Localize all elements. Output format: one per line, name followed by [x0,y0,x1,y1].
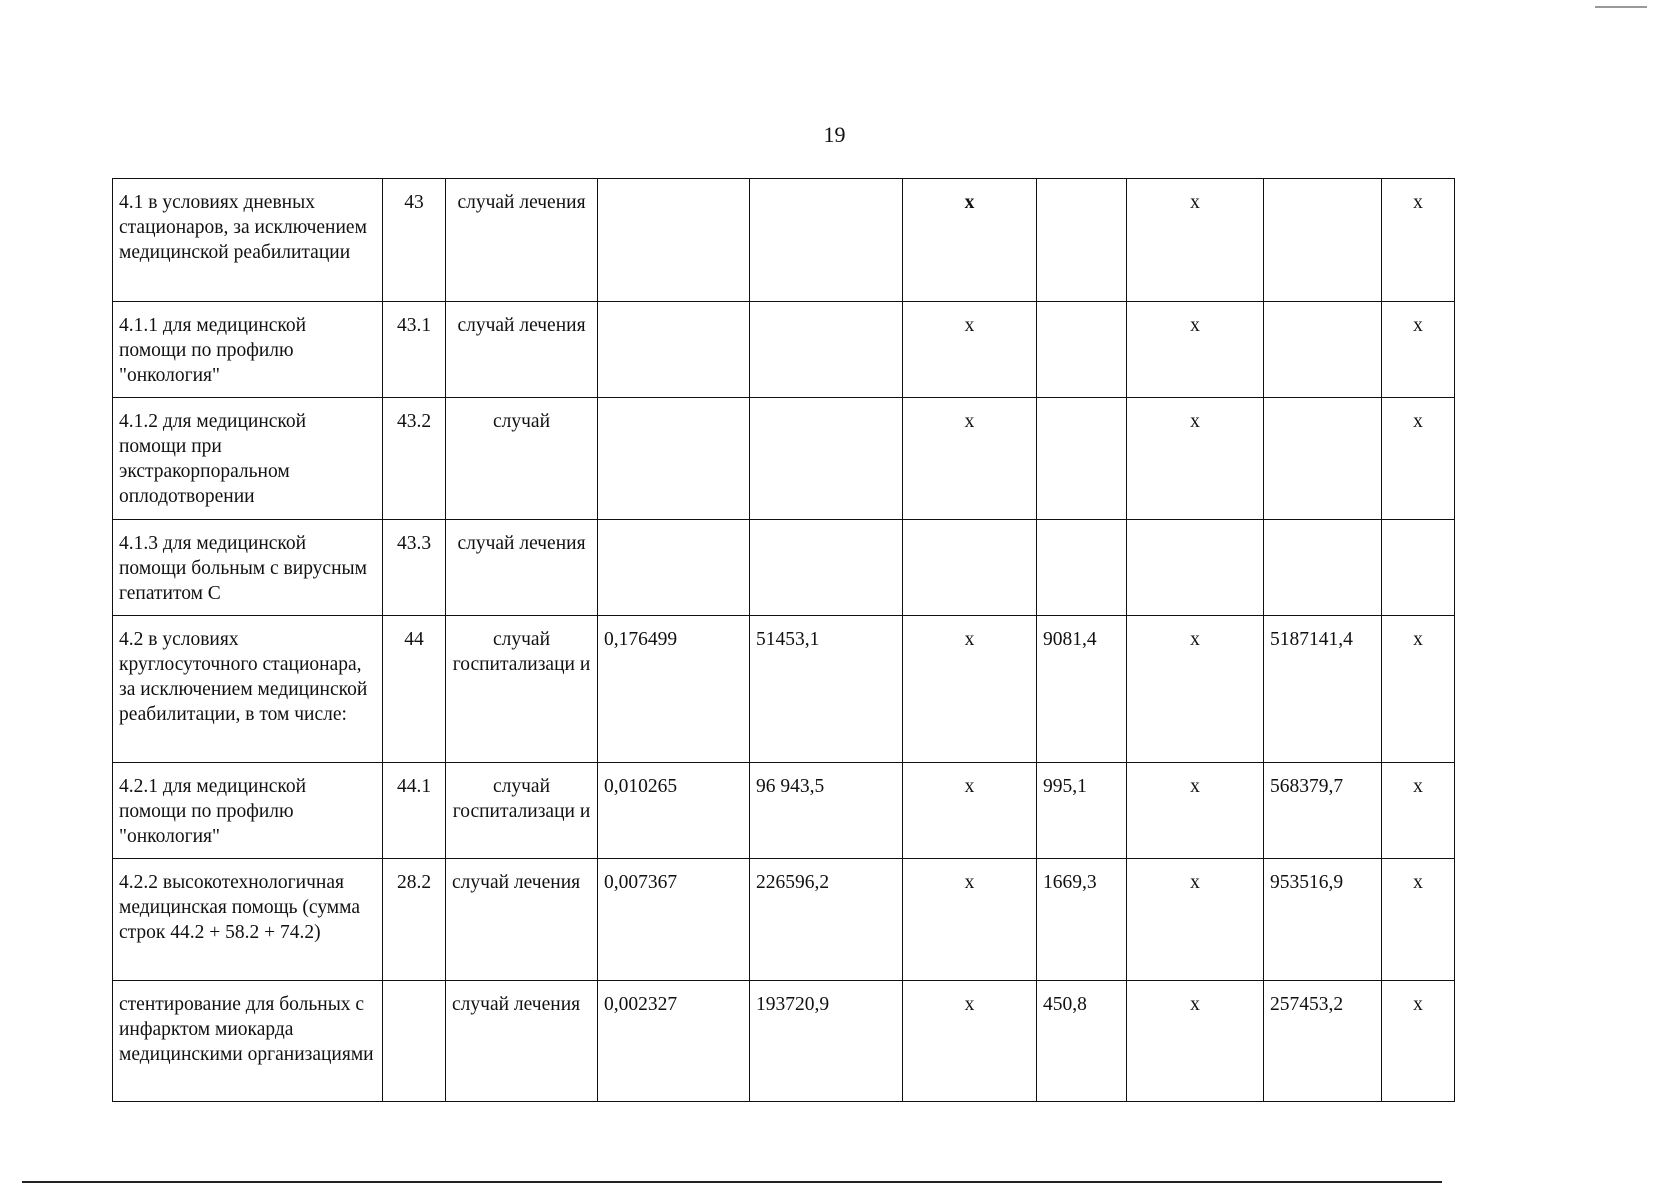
cell-col10: x [1382,616,1455,763]
row-number: 43 [383,179,446,302]
cell-col6: x [903,302,1037,398]
cell-col6: x [903,763,1037,859]
cell-col9: 953516,9 [1264,859,1382,981]
cell-col10: x [1382,981,1455,1102]
row-unit: случай лечения [446,302,598,398]
table-row [113,520,1455,616]
cell-col8: x [1127,616,1264,763]
cell-col4 [598,302,750,398]
row-name: 4.1.2 для медицинской помощи при экстракорпоральном оплодотворении [113,398,383,520]
cell-col5 [750,398,903,520]
cell-col6: x [903,616,1037,763]
cell-col9: 568379,7 [1264,763,1382,859]
cell-col10: x [1382,763,1455,859]
cell-col6: x [903,981,1037,1102]
cell-col4: 0,176499 [598,616,750,763]
cell-col8: x [1127,302,1264,398]
row-name: 4.2.2 высокотехнологичная медицинская помощь (сумма строк 44.2 + 58.2 + 74.2) [113,859,383,981]
row-unit: случай лечения [446,179,598,302]
footer-rule [22,1181,1442,1183]
cell-col8: x [1127,981,1264,1102]
row-number: 44 [383,616,446,763]
cell-col8 [1127,520,1264,616]
cell-col4: 0,002327 [598,981,750,1102]
table-row [113,763,1455,859]
page-number: 19 [823,122,846,147]
cell-col5: 226596,2 [750,859,903,981]
row-number: 44.1 [383,763,446,859]
cell-col5: 51453,1 [750,616,903,763]
row-number: 43.2 [383,398,446,520]
row-name: 4.2.1 для медицинской помощи по профилю "онкология" [113,763,383,859]
cell-col6: x [903,398,1037,520]
row-unit: случай лечения [446,981,598,1102]
cell-col10 [1382,520,1455,616]
table-row [113,398,1455,520]
cell-col10: x [1382,302,1455,398]
row-unit: случай лечения [446,859,598,981]
row-unit: случай [446,398,598,520]
table-row [113,859,1455,981]
cell-col9: 5187141,4 [1264,616,1382,763]
row-name: 4.1.3 для медицинской помощи больным с вирусным гепатитом С [113,520,383,616]
table-row [113,179,1455,302]
scan-mark [1595,6,1647,8]
row-name: 4.1.1 для медицинской помощи по профилю "онкология" [113,302,383,398]
cell-col5 [750,520,903,616]
table-row [113,616,1455,763]
cell-col6: x [903,859,1037,981]
data-table [112,178,1455,1102]
row-number [383,981,446,1102]
cell-col7 [1037,520,1127,616]
cell-col7 [1037,398,1127,520]
cell-col9 [1264,302,1382,398]
row-name: стентирование для больных с инфарктом миокарда медицинскими организациями [113,981,383,1102]
cell-col5: 96 943,5 [750,763,903,859]
row-number: 43.3 [383,520,446,616]
row-name: 4.1 в условиях дневных стационаров, за исключением медицинской реабилитации [113,179,383,302]
cell-col6: x [903,179,1037,302]
cell-col7: 995,1 [1037,763,1127,859]
cell-col7: 1669,3 [1037,859,1127,981]
row-unit: случай госпитализаци и [446,763,598,859]
cell-col5: 193720,9 [750,981,903,1102]
cell-col4: 0,010265 [598,763,750,859]
cell-col4: 0,007367 [598,859,750,981]
cell-col9 [1264,520,1382,616]
cell-col10: x [1382,179,1455,302]
cell-col8: x [1127,859,1264,981]
cell-col4 [598,398,750,520]
row-unit: случай лечения [446,520,598,616]
row-number: 28.2 [383,859,446,981]
cell-col5 [750,179,903,302]
table-row [113,302,1455,398]
cell-col9: 257453,2 [1264,981,1382,1102]
cell-col8: x [1127,179,1264,302]
cell-col4 [598,520,750,616]
cell-col9 [1264,179,1382,302]
cell-col8: x [1127,763,1264,859]
row-unit: случай госпитализаци и [446,616,598,763]
cell-col7: 450,8 [1037,981,1127,1102]
table-row [113,981,1455,1102]
row-name: 4.2 в условиях круглосуточного стационара, за исключением медицинской реабилитации, в том числе: [113,616,383,763]
cell-col6 [903,520,1037,616]
cell-col7 [1037,179,1127,302]
cell-col7: 9081,4 [1037,616,1127,763]
cell-col8: x [1127,398,1264,520]
cell-col10: x [1382,859,1455,981]
cell-col4 [598,179,750,302]
row-number: 43.1 [383,302,446,398]
cell-col9 [1264,398,1382,520]
cell-col5 [750,302,903,398]
cell-col7 [1037,302,1127,398]
cell-col10: x [1382,398,1455,520]
